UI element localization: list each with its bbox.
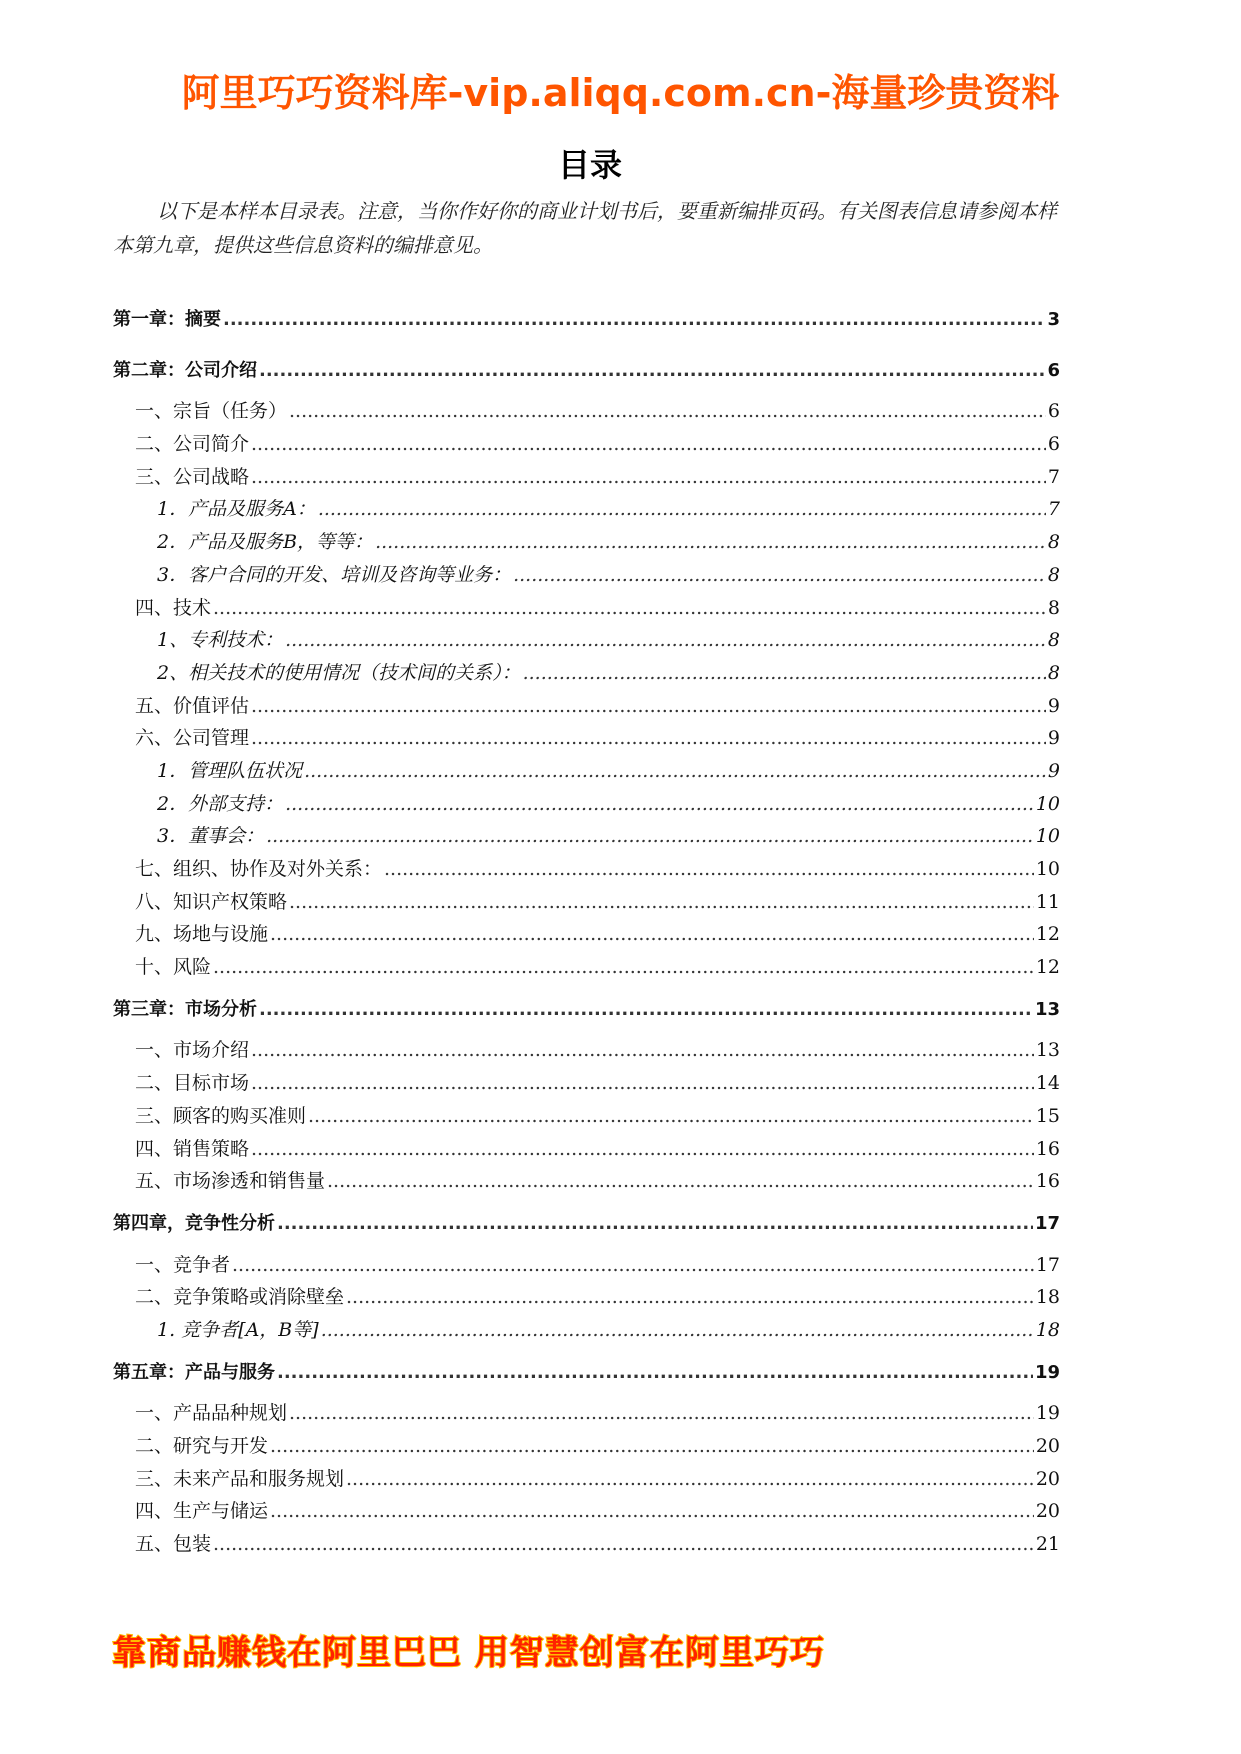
toc-page-number: 12 xyxy=(1035,956,1060,979)
toc-page-number: 8 xyxy=(1047,531,1060,554)
toc-entry[interactable] xyxy=(113,396,1060,429)
toc-page-number: 11 xyxy=(1035,890,1060,913)
toc-label: 二、目标市场 xyxy=(135,1072,250,1095)
toc-entry[interactable] xyxy=(113,494,1060,527)
toc-page-number: 8 xyxy=(1047,563,1060,586)
toc-chapter[interactable] xyxy=(113,305,1060,338)
toc-page-number: 12 xyxy=(1035,923,1060,946)
toc-label: 第二章：公司介绍 xyxy=(113,359,257,381)
toc-page-number: 8 xyxy=(1047,596,1060,619)
toc-leader-dots xyxy=(251,727,1046,749)
toc-label: 五、市场渗透和销售量 xyxy=(135,1170,326,1193)
toc-entry[interactable] xyxy=(113,887,1060,920)
toc-leader-dots xyxy=(375,531,1046,553)
toc-leader-dots xyxy=(346,1468,1034,1490)
toc-entry[interactable] xyxy=(113,1431,1060,1464)
toc-label: 一、竞争者 xyxy=(135,1253,231,1276)
toc-leader-dots xyxy=(513,564,1046,586)
toc-page-number: 3 xyxy=(1047,309,1060,330)
toc-leader-dots xyxy=(266,825,1034,847)
toc-page-number: 9 xyxy=(1047,759,1060,782)
toc-page-number: 13 xyxy=(1035,1039,1060,1062)
toc-label: 十、风险 xyxy=(135,956,212,979)
toc-leader-dots xyxy=(270,923,1034,945)
toc-leader-dots xyxy=(270,1500,1034,1522)
toc-page-number: 13 xyxy=(1034,998,1060,1020)
toc-page-number: 7 xyxy=(1047,498,1060,521)
toc-label: 四、生产与储运 xyxy=(135,1500,269,1523)
toc-entry[interactable] xyxy=(113,658,1060,691)
toc-label: 三、公司战略 xyxy=(135,465,250,488)
table-of-contents xyxy=(113,305,1060,1562)
toc-label: 2．产品及服务B，等等： xyxy=(157,531,374,554)
toc-chapter[interactable] xyxy=(113,1209,1060,1242)
toc-label: 一、市场介绍 xyxy=(135,1039,250,1062)
toc-leader-dots xyxy=(304,760,1046,782)
toc-label: 六、公司管理 xyxy=(135,727,250,750)
toc-label: 1. 竞争者[A，B等] xyxy=(157,1318,319,1341)
toc-leader-dots xyxy=(259,360,1045,381)
toc-chapter[interactable] xyxy=(113,356,1060,389)
toc-entry[interactable] xyxy=(113,560,1060,593)
toc-chapter[interactable] xyxy=(113,1358,1060,1391)
toc-label: 第三章：市场分析 xyxy=(113,998,257,1020)
toc-label: 2、相关技术的使用情况（技术间的关系）： xyxy=(157,661,521,684)
toc-page-number: 19 xyxy=(1034,1361,1060,1383)
toc-entry[interactable] xyxy=(113,1035,1060,1068)
toc-entry[interactable] xyxy=(113,527,1060,560)
toc-page-number: 20 xyxy=(1035,1467,1060,1490)
toc-label: 二、研究与开发 xyxy=(135,1435,269,1457)
toc-entry[interactable] xyxy=(113,1464,1060,1497)
toc-entry[interactable] xyxy=(113,789,1060,822)
toc-leader-dots xyxy=(289,891,1034,913)
toc-leader-dots xyxy=(327,1170,1034,1192)
toc-leader-dots xyxy=(321,1319,1034,1341)
toc-entry[interactable] xyxy=(113,1250,1060,1283)
toc-page-number: 17 xyxy=(1034,1212,1060,1234)
toc-label: 1、专利技术： xyxy=(157,629,284,652)
toc-label: 一、宗旨（任务） xyxy=(135,400,288,423)
toc-page-number: 10 xyxy=(1035,825,1060,848)
toc-leader-dots xyxy=(223,309,1045,330)
toc-entry[interactable] xyxy=(113,1315,1060,1348)
toc-label: 第四章，竞争性分析 xyxy=(113,1212,275,1234)
toc-leader-dots xyxy=(289,400,1046,422)
toc-leader-dots xyxy=(318,498,1046,520)
toc-leader-dots xyxy=(346,1286,1034,1308)
toc-leader-dots xyxy=(251,1039,1034,1061)
toc-leader-dots xyxy=(285,629,1046,651)
toc-page-number: 21 xyxy=(1035,1533,1060,1556)
toc-entry[interactable] xyxy=(113,1166,1060,1199)
toc-page-number: 19 xyxy=(1035,1402,1060,1425)
toc-page-number: 6 xyxy=(1047,359,1060,381)
toc-page-number: 9 xyxy=(1047,694,1060,717)
toc-entry[interactable] xyxy=(113,1529,1060,1562)
toc-entry[interactable] xyxy=(113,1496,1060,1529)
toc-label: 二、竞争策略或消除壁垒 xyxy=(135,1286,345,1309)
toc-page-number: 18 xyxy=(1035,1286,1060,1309)
toc-label: 四、销售策略 xyxy=(135,1137,250,1160)
toc-page-number: 20 xyxy=(1035,1500,1060,1523)
toc-leader-dots xyxy=(308,1105,1034,1127)
toc-entry[interactable] xyxy=(113,1282,1060,1315)
toc-leader-dots xyxy=(213,597,1046,619)
toc-page-number: 15 xyxy=(1035,1104,1060,1127)
toc-entry[interactable] xyxy=(113,723,1060,756)
toc-chapter[interactable] xyxy=(113,995,1060,1028)
toc-label: 2．外部支持： xyxy=(157,792,284,815)
toc-entry[interactable] xyxy=(113,854,1060,887)
toc-label: 九、场地与设施 xyxy=(135,923,269,946)
toc-leader-dots xyxy=(251,466,1046,488)
toc-leader-dots xyxy=(384,858,1034,880)
toc-entry[interactable] xyxy=(113,756,1060,789)
toc-label: 3．董事会： xyxy=(157,825,265,848)
toc-page-number: 8 xyxy=(1047,661,1060,684)
toc-leader-dots xyxy=(289,1402,1034,1424)
toc-leader-dots xyxy=(251,1072,1034,1094)
toc-page-number: 9 xyxy=(1047,727,1060,750)
toc-entry[interactable] xyxy=(113,952,1060,985)
toc-page-number: 16 xyxy=(1035,1137,1060,1160)
toc-page-number: 7 xyxy=(1047,465,1060,488)
toc-label: 七、组织、协作及对外关系： xyxy=(135,858,383,880)
toc-page-number: 17 xyxy=(1035,1253,1060,1276)
toc-page-number: 8 xyxy=(1047,629,1060,652)
toc-leader-dots xyxy=(270,1435,1034,1457)
toc-leader-dots xyxy=(251,695,1046,717)
toc-leader-dots xyxy=(285,793,1034,815)
toc-label: 3．客户合同的开发、培训及咨询等业务： xyxy=(157,563,512,586)
toc-label: 三、顾客的购买准则 xyxy=(135,1104,307,1127)
toc-page-number: 10 xyxy=(1035,858,1060,880)
toc-label: 第一章：摘要 xyxy=(113,309,221,330)
toc-entry[interactable] xyxy=(113,625,1060,658)
toc-entry[interactable] xyxy=(113,691,1060,724)
toc-label: 1．产品及服务A： xyxy=(157,498,316,521)
toc-entry[interactable] xyxy=(113,462,1060,495)
toc-label: 1．管理队伍状况 xyxy=(157,759,303,782)
toc-entry[interactable] xyxy=(113,593,1060,626)
toc-page-number: 6 xyxy=(1047,433,1060,456)
toc-entry[interactable] xyxy=(113,1101,1060,1134)
intro-paragraph: 以下是本样本目录表。注意，当你作好你的商业计划书后，要重新编排页码。有关图表信息请参阅本样本第九章，提供这些信息资料的编排意见。 xyxy=(113,199,1057,257)
toc-label: 五、包装 xyxy=(135,1533,212,1556)
toc-label: 二、公司简介 xyxy=(135,433,250,456)
toc-label: 三、未来产品和服务规划 xyxy=(135,1467,345,1490)
header-banner: 阿里巧巧资料库-vip.aliqq.com.cn-海量珍贵资料 xyxy=(181,71,1060,115)
toc-page-number: 10 xyxy=(1035,792,1060,815)
toc-entry[interactable] xyxy=(113,1134,1060,1167)
page-title: 目录 xyxy=(557,146,622,184)
toc-leader-dots xyxy=(213,1533,1034,1555)
toc-label: 一、产品品种规划 xyxy=(135,1402,288,1425)
toc-entry[interactable] xyxy=(113,1068,1060,1101)
toc-entry[interactable] xyxy=(113,821,1060,854)
toc-leader-dots xyxy=(251,433,1046,455)
toc-leader-dots xyxy=(277,1213,1033,1234)
toc-leader-dots xyxy=(232,1254,1034,1276)
toc-label: 第五章：产品与服务 xyxy=(113,1361,275,1383)
toc-entry[interactable] xyxy=(113,429,1060,462)
toc-page-number: 20 xyxy=(1035,1435,1060,1457)
toc-leader-dots xyxy=(259,999,1033,1020)
toc-leader-dots xyxy=(213,956,1034,978)
toc-page-number: 16 xyxy=(1035,1170,1060,1193)
toc-entry[interactable] xyxy=(113,1398,1060,1431)
toc-entry[interactable] xyxy=(113,919,1060,952)
toc-label: 五、价值评估 xyxy=(135,694,250,717)
footer-banner: 靠商品赚钱在阿里巴巴 用智慧创富在阿里巧巧 xyxy=(112,1633,825,1673)
toc-leader-dots xyxy=(251,1138,1034,1160)
toc-leader-dots xyxy=(523,662,1046,684)
toc-label: 四、技术 xyxy=(135,596,212,619)
toc-page-number: 6 xyxy=(1047,400,1060,423)
toc-label: 八、知识产权策略 xyxy=(135,890,288,913)
toc-leader-dots xyxy=(277,1362,1033,1383)
toc-page-number: 18 xyxy=(1035,1318,1060,1341)
toc-page-number: 14 xyxy=(1035,1072,1060,1095)
